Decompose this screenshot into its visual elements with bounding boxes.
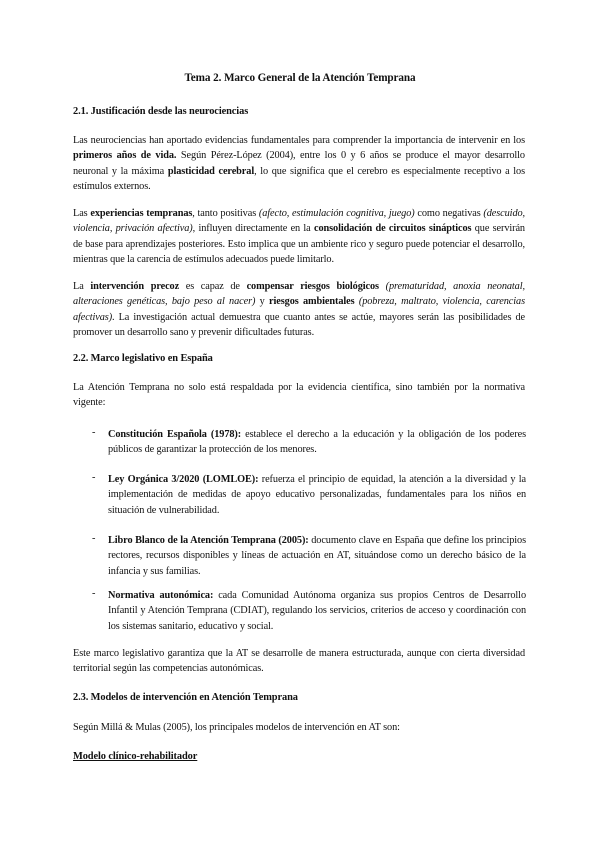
- paragraph-intervencion-precoz: La intervención precoz es capaz de compensar riesgos biológicos (prematuridad, anoxia neonatal, alteraciones genéticas, bajo peso al nacer) y riesgos ambientales (pobreza, maltrato, violencia, carencias afectivas). La investigación actual demuestra que cuanto antes se actúe, mayores serán las posibilidades de promover un desarrollo sano y prevenir dificultades futuras.: [73, 281, 525, 338]
- paragraph-marco-intro: La Atención Temprana no solo está respaldada por la evidencia científica, sino también por la normativa vigente:: [73, 382, 525, 409]
- document-title: Tema 2. Marco General de la Atención Temprana: [184, 72, 416, 84]
- section-heading-modelos: 2.3. Modelos de intervención en Atención Temprana: [73, 692, 298, 703]
- list-item-libro-blanco: Libro Blanco de la Atención Temprana (2005): documento clave en España que define los principios rectores, recursos disponibles y líneas de actuación en AT, situándose como un derecho básico de la infancia y sus familias.: [108, 535, 526, 577]
- list-item-normativa-autonomica: Normativa autonómica: cada Comunidad Autónoma organiza sus propios Centros de Desarrollo Infantil y Atención Temprana (CDIAT), regulando los servicios, criterios de acceso y coordinación con los sistemas sanitario, educativo y social.: [108, 590, 526, 632]
- paragraph-experiencias-tempranas: Las experiencias tempranas, tanto positivas (afecto, estimulación cognitiva, juego) como negativas (descuido, violencia, privación afectiva), influyen directamente en la consolidación de circuitos sinápticos que servirán de base para aprendizajes posteriores. Esto implica que un ambiente rico y seguro puede potenciar el desarrollo, mientras que la carencia de estímulos adecuados puede limitarlo.: [73, 208, 526, 265]
- list-item-lomloe: Ley Orgánica 3/2020 (LOMLOE): refuerza el principio de equidad, la atención a la diversidad y la implementación de medidas de apoyo educativo personalizadas, fundamentales para los niños en situación de vulnerabilidad.: [108, 474, 526, 516]
- list-bullet: -: [92, 427, 96, 438]
- paragraph-modelos-intro: Según Millá & Mulas (2005), los principales modelos de intervención en AT son:: [73, 722, 400, 733]
- list-bullet: -: [92, 472, 96, 483]
- paragraph-neurociencias-1: Las neurociencias han aportado evidencias fundamentales para comprender la importancia de intervenir en los primeros años de vida. Según Pérez-López (2004), entre los 0 y 6 años se produce el mayor desarrollo neuronal y la máxima plasticidad cerebral, lo que significa que el cerebro es especialmente receptivo a los estímulos externos.: [73, 135, 525, 192]
- section-heading-neurociencias: 2.1. Justificación desde las neurociencias: [73, 106, 249, 117]
- subheading-modelo-clinico: Modelo clínico-rehabilitador: [73, 751, 198, 762]
- paragraph-marco-closing: Este marco legislativo garantiza que la AT se desarrolle de manera estructurada, aunque con cierta diversidad territorial según las competencias autonómicas.: [73, 648, 525, 675]
- list-bullet: -: [92, 588, 96, 599]
- list-bullet: -: [92, 533, 96, 544]
- list-item-constitucion: Constitución Española (1978): establece el derecho a la educación y la obligación de los poderes públicos de garantizar la protección de los menores.: [108, 429, 526, 456]
- section-heading-marco-legislativo: 2.2. Marco legislativo en España: [73, 353, 213, 364]
